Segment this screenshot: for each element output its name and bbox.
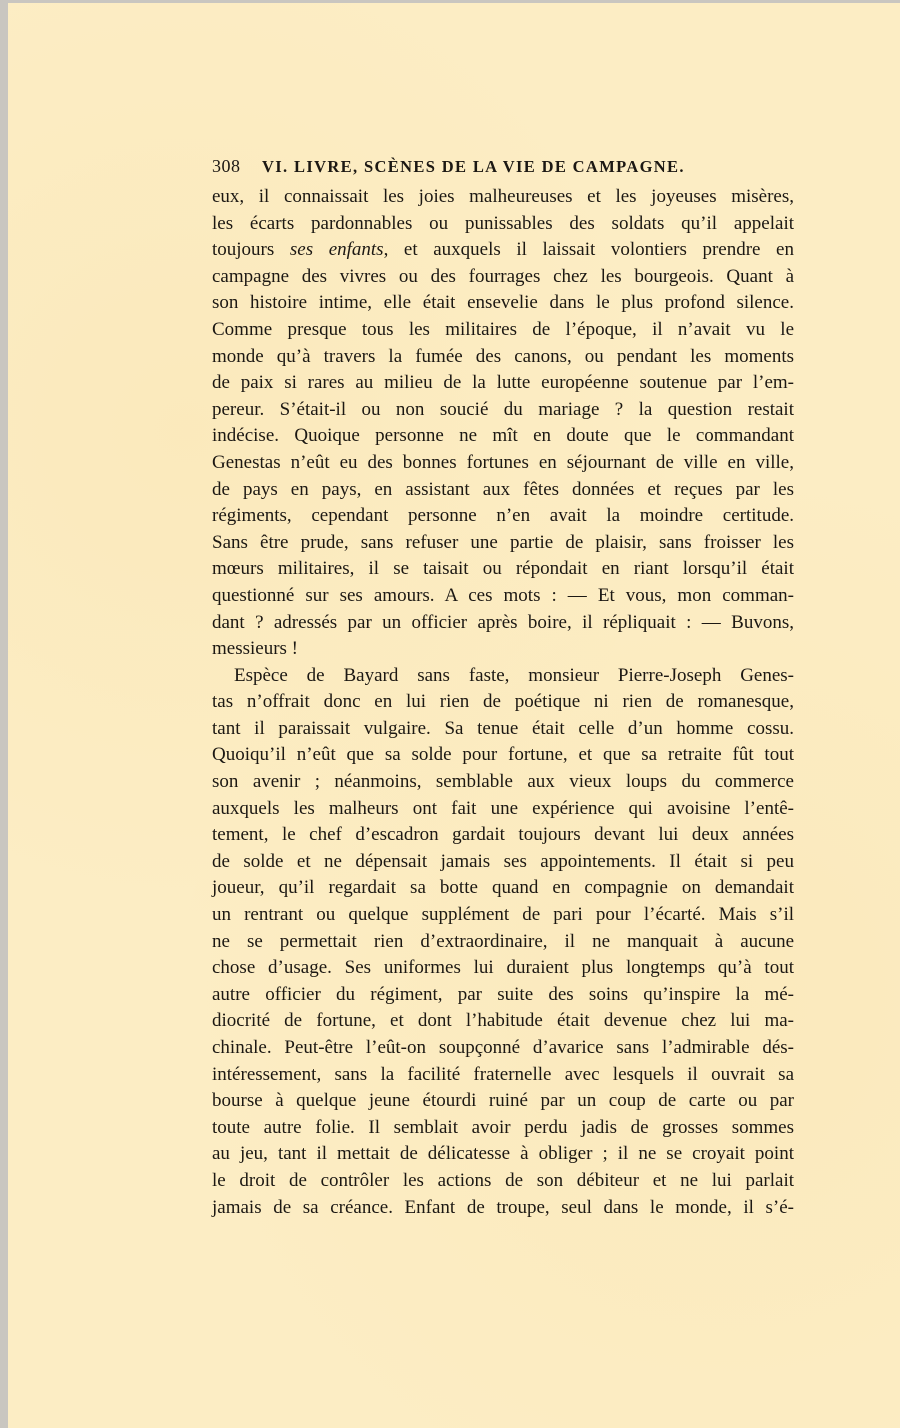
text-segment: toujours bbox=[212, 239, 290, 261]
bleed-through-marks bbox=[84, 859, 171, 997]
text-line: de pays en pays, en assistant aux fêtes données et reçues par les bbox=[212, 478, 794, 500]
text-line: régiments, cependant personne n’en avait la moindre certitude. bbox=[212, 505, 794, 527]
text-line: chose d’usage. Ses uniformes lui duraient plus longtemps qu’à tout bbox=[212, 957, 794, 979]
text-line: monde qu’à travers la fumée des canons, ou pendant les moments bbox=[212, 345, 794, 367]
text-line: intéressement, sans la facilité fraternelle avec lesquels il ouvrait sa bbox=[212, 1063, 794, 1085]
text-line: tas n’offrait donc en lui rien de poétique ni rien de romanesque, bbox=[212, 691, 794, 713]
text-line: dant ? adressés par un officier après boire, il répliquait : — Buvons, bbox=[212, 611, 794, 633]
text-line: indécise. Quoique personne ne mît en doute que le commandant bbox=[212, 425, 794, 447]
text-line: joueur, qu’il regardait sa botte quand en compagnie on demandait bbox=[212, 877, 794, 899]
text-line: Sans être prude, sans refuser une partie de plaisir, sans froisser les bbox=[212, 531, 794, 553]
page-number: 308 bbox=[212, 156, 241, 176]
text-line: pereur. S’était-il ou non soucié du mariage ? la question restait bbox=[212, 398, 794, 420]
text-line: toute autre folie. Il semblait avoir perdu jadis de grosses sommes bbox=[212, 1116, 794, 1138]
text-line: Quoiqu’il n’eût que sa solde pour fortune, et que sa retraite fût tout bbox=[212, 744, 794, 766]
paragraph-first-line: Espèce de Bayard sans faste, monsieur Pierre-Joseph Genes- bbox=[234, 664, 794, 686]
text-line: les écarts pardonnables ou punissables des soldats qu’il appelait bbox=[212, 212, 794, 234]
text-line: Comme presque tous les militaires de l’époque, il n’avait vu le bbox=[212, 318, 794, 340]
text-line: jamais de sa créance. Enfant de troupe, seul dans le monde, il s’é- bbox=[212, 1196, 794, 1218]
text-line: un rentrant ou quelque supplément de pari pour l’écarté. Mais s’il bbox=[212, 904, 794, 926]
text-line: tement, le chef d’escadron gardait toujours devant lui deux années bbox=[212, 824, 794, 846]
text-line: chinale. Peut-être l’eût-on soupçonné d’avarice sans l’admirable dés- bbox=[212, 1037, 794, 1058]
text-line: Genestas n’eût eu des bonnes fortunes en séjournant de ville en ville, bbox=[212, 451, 794, 473]
text-line: diocrité de fortune, et dont l’habitude était devenue chez lui ma- bbox=[212, 1010, 794, 1032]
text-line: campagne des vivres ou des fourrages chez les bourgeois. Quant à bbox=[212, 265, 794, 287]
text-line: mœurs militaires, il se taisait ou répondait en riant lorsqu’il était bbox=[212, 558, 794, 580]
text-line: bourse à quelque jeune étourdi ruiné par un coup de carte ou par bbox=[212, 1090, 794, 1112]
text-line: son histoire intime, elle était ensevelie dans le plus profond silence. bbox=[212, 292, 794, 314]
text-line: son avenir ; néanmoins, semblable aux vieux loups du commerce bbox=[212, 771, 794, 793]
text-line: autre officier du régiment, par suite des soins qu’inspire la mé- bbox=[212, 983, 794, 1005]
text-line: tant il paraissait vulgaire. Sa tenue était celle d’un homme cossu. bbox=[212, 717, 794, 739]
text-line: ne se permettait rien d’extraordinaire, il ne manquait à aucune bbox=[212, 930, 794, 952]
text-line: eux, il connaissait les joies malheureuses et les joyeuses misères, bbox=[212, 186, 794, 207]
book-page bbox=[8, 3, 900, 1428]
running-head-title: VI. LIVRE, SCÈNES DE LA VIE DE CAMPAGNE. bbox=[262, 157, 685, 176]
text-line: de solde et ne dépensait jamais ses appointements. Il était si peu bbox=[212, 850, 794, 872]
italic-phrase: ses enfants bbox=[289, 239, 384, 261]
running-head bbox=[212, 156, 792, 180]
text-line: messieurs ! bbox=[212, 638, 299, 660]
text-segment: , et auxquels il laissait volontiers prendre en bbox=[383, 239, 794, 261]
text-line: de paix si rares au milieu de la lutte européenne soutenue par l’em- bbox=[212, 372, 794, 394]
text-line: questionné sur ses amours. A ces mots : — Et vous, mon comman- bbox=[212, 584, 794, 606]
text-line bbox=[212, 237, 794, 264]
text-line: au jeu, tant il mettait de délicatesse à obliger ; il ne se croyait point bbox=[212, 1143, 794, 1165]
body-text bbox=[212, 184, 794, 1221]
text-line: auxquels les malheurs ont fait une expérience qui avoisine l’entê- bbox=[212, 797, 794, 819]
text-line: le droit de contrôler les actions de son débiteur et ne lui parlait bbox=[212, 1169, 794, 1191]
